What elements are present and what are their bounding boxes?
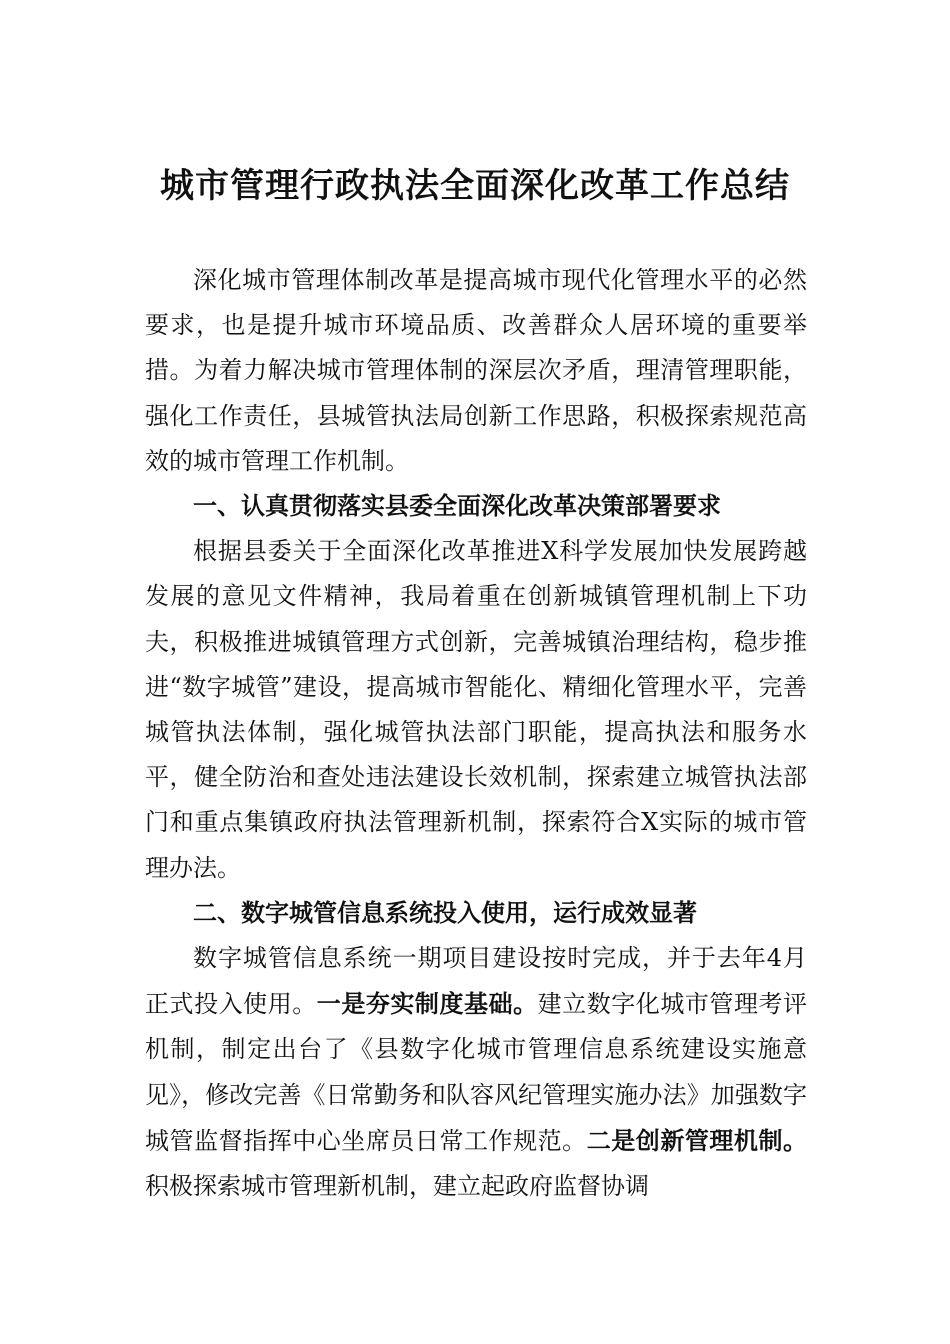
document-body (145, 258, 807, 1209)
section-2-text-b: 建立数字化城市管理考评机制，制定出台了《县数字化城市管理信息系统建设实施意见》，修改完善《日常勤务和队容风纪管理实施办法》加强数字城管监督指挥中心坐席员日常工作规范。 (145, 990, 808, 1155)
section-1-paragraph: 根据县委关于全面深化改革推进X科学发展加快发展跨越发展的意见文件精神，我局着重在创新城镇管理机制上下功夫，积极推进城镇管理方式创新，完善城镇治理结构，稳步推进“数字城管”建设，提高城市智能化、精细化管理水平，完善城管执法体制，强化城管执法部门职能，提高执法和服务水平，健全防治和查处违法建设长效机制，探索建立城管执法部门和重点集镇政府执法管理新机制，探索符合X实际的城市管理办法。 (145, 537, 807, 882)
section-2-paragraph (145, 936, 807, 1209)
intro-paragraph: 深化城市管理体制改革是提高城市现代化管理水平的必然要求，也是提升城市环境品质、改善群众人居环境的重要举措。为着力解决城市管理体制的深层次矛盾，理清管理职能，强化工作责任，县城管执法局创新工作思路，积极探索规范高效的城市管理工作机制。 (145, 266, 807, 475)
section-2-text-a: 数字城管信息系统一期项目建设按时完成，并于去年4月正式投入使用。 (145, 944, 807, 1019)
section-2-bold-point-2: 二是创新管理机制。 (586, 1125, 808, 1155)
section-1-heading: 一、认真贯彻落实县委全面深化改革决策部署要求 (193, 492, 721, 521)
section-2-text-c: 积极探索城市管理新机制，建立起政府监督协调 (145, 1172, 649, 1201)
document-title: 城市管理行政执法全面深化改革工作总结 (160, 166, 790, 206)
section-2-bold-point-1: 一是夯实制度基础。 (316, 989, 538, 1019)
section-2-heading: 二、数字城管信息系统投入使用，运行成效显著 (193, 898, 697, 927)
